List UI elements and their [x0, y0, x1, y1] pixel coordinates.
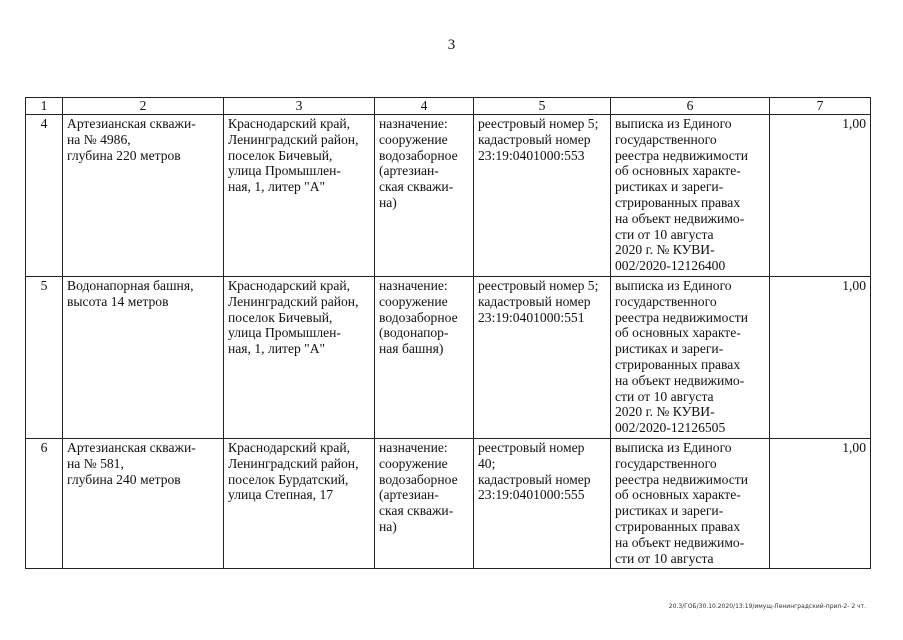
- column-header-3: 3: [224, 98, 375, 115]
- object-value-text: 1,00: [842, 116, 866, 131]
- row-number-text: 4: [40, 116, 48, 131]
- object-purpose-text: назначение: сооружение водозаборное (водонапор- ная башня): [379, 277, 458, 357]
- registry-info-text: реестровый номер 40; кадастровый номер 23:19:0401000:555: [478, 439, 591, 503]
- column-header-5: 5: [474, 98, 611, 115]
- object-address: [224, 438, 375, 568]
- table-row: [26, 115, 871, 277]
- object-value: [770, 276, 871, 438]
- object-name-text: Артезианская скважи- на № 4986, глубина 220 метров: [67, 116, 196, 163]
- registry-info-text: реестровый номер 5; кадастровый номер 23:19:0401000:551: [478, 277, 599, 325]
- column-header-2: 2: [63, 98, 224, 115]
- object-name-text: Артезианская скважи- на № 581, глубина 240 метров: [67, 439, 196, 487]
- header-row: [26, 98, 871, 115]
- column-header-7: 7: [770, 98, 871, 115]
- object-address-text: Краснодарский край, Ленинградский район, поселок Бичевый, улица Промышлен- ная, 1, литер "А": [228, 277, 359, 357]
- registry-info: [474, 438, 611, 568]
- page-number: 3: [447, 37, 456, 53]
- basis-document-text: выписка из Единого государственного реестра недвижимости об основных характе- ристиках и зареги- стрированных правах на объект недвижимо- сти от 10 августа 2020 г. № КУВИ- 002/2020-12126505: [615, 277, 748, 436]
- object-name: [63, 115, 224, 277]
- object-value-text: 1,00: [842, 439, 866, 455]
- registry-info: [474, 276, 611, 438]
- object-value-text: 1,00: [842, 277, 866, 293]
- object-value: [770, 115, 871, 277]
- basis-document: [611, 438, 770, 568]
- property-table: [25, 97, 871, 569]
- object-purpose-text: назначение: сооружение водозаборное (артезиан- ская скважи- на): [379, 439, 458, 534]
- row-number: [26, 115, 63, 277]
- table-row: [26, 276, 871, 438]
- row-number: [26, 438, 63, 568]
- registry-info-text: реестровый номер 5; кадастровый номер 23:19:0401000:553: [478, 116, 599, 163]
- column-header-6: 6: [611, 98, 770, 115]
- object-purpose: [375, 438, 474, 568]
- object-address-text: Краснодарский край, Ленинградский район, поселок Бурдатский, улица Степная, 17: [228, 439, 359, 503]
- object-name: [63, 276, 224, 438]
- object-value: [770, 438, 871, 568]
- column-header-1: 1: [26, 98, 63, 115]
- basis-document: [611, 276, 770, 438]
- object-address-text: Краснодарский край, Ленинградский район, поселок Бичевый, улица Промышлен- ная, 1, литер "А": [228, 116, 359, 195]
- object-name-text: Водонапорная башня, высота 14 метров: [67, 277, 194, 309]
- registry-info: [474, 115, 611, 277]
- basis-document: [611, 115, 770, 277]
- row-number-text: 5: [40, 277, 48, 293]
- row-number-text: 6: [40, 439, 48, 455]
- table-body: [26, 115, 871, 569]
- table-header: [26, 98, 871, 115]
- object-purpose: [375, 276, 474, 438]
- object-purpose-text: назначение: сооружение водозаборное (артезиан- ская скважи- на): [379, 116, 458, 210]
- object-address: [224, 115, 375, 277]
- basis-document-text: выписка из Единого государственного реестра недвижимости об основных характе- ристиках и зареги- стрированных правах на объект недвижимо- сти от 10 августа 2020 г. № КУВИ- 002/2020-12126400: [615, 116, 748, 274]
- object-address: [224, 276, 375, 438]
- table-row: [26, 438, 871, 568]
- footer-note: 20.3/ГОБ/30.10.2020/13:19/имущ-Ленинградский-прил-2- 2 чт.: [668, 603, 866, 610]
- object-name: [63, 438, 224, 568]
- column-header-4: 4: [375, 98, 474, 115]
- object-purpose: [375, 115, 474, 277]
- row-number: [26, 276, 63, 438]
- basis-document-text: выписка из Единого государственного реестра недвижимости об основных характе- ристиках и зареги- стрированных правах на объект недвижимо- сти от 10 августа: [615, 439, 748, 566]
